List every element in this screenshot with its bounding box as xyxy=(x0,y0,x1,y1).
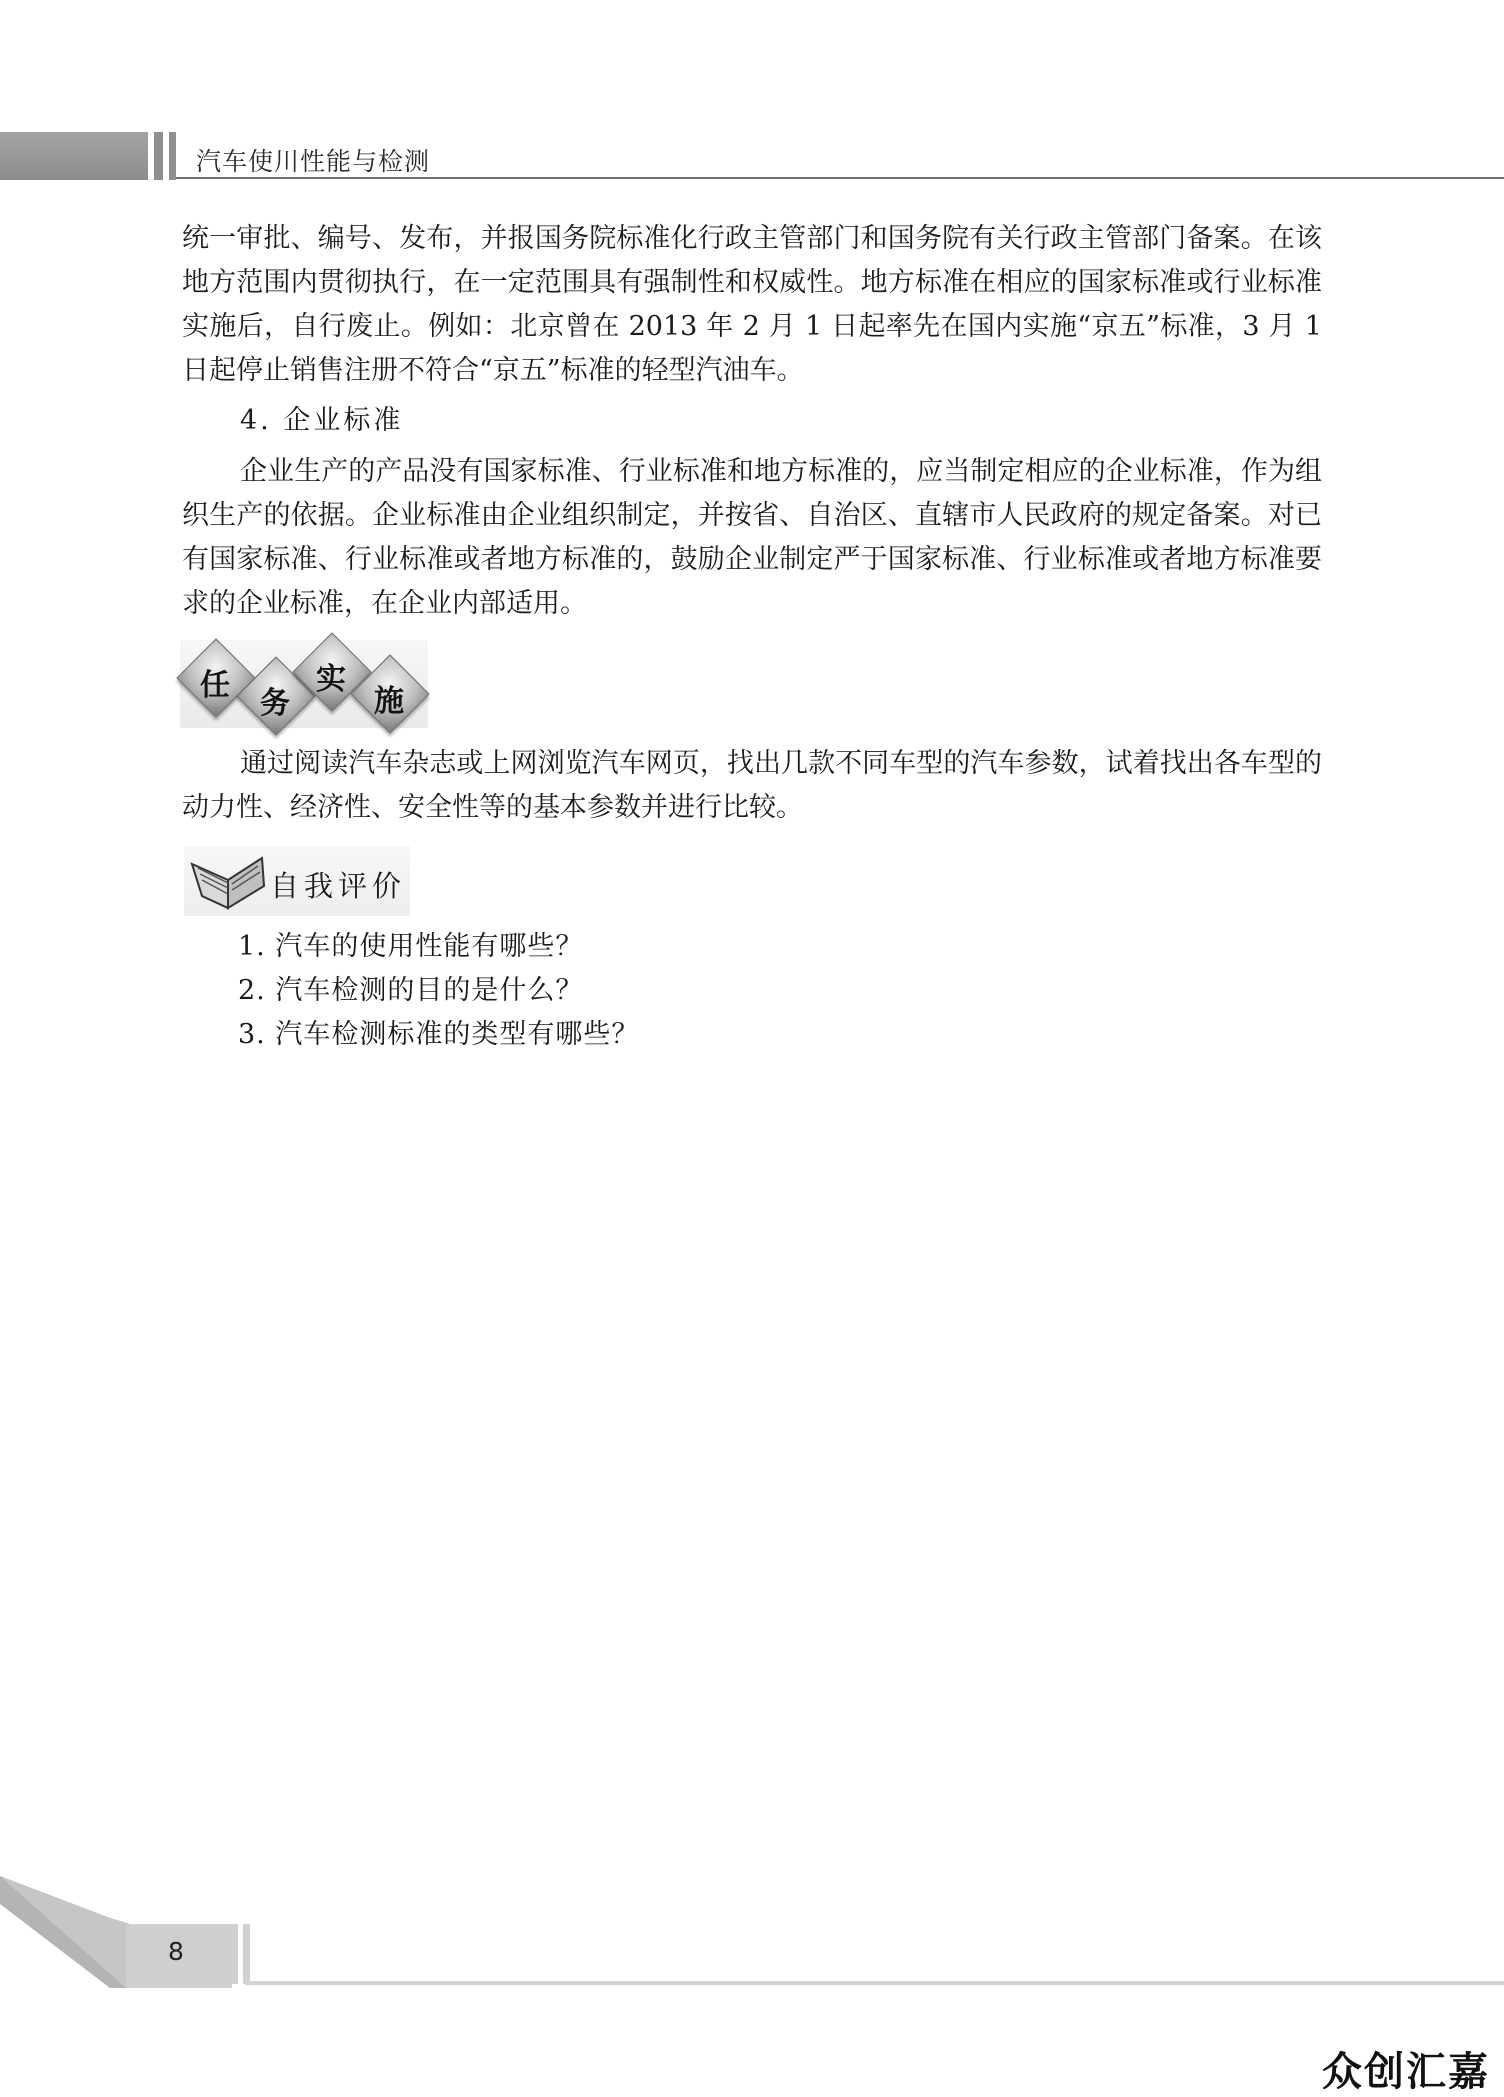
task-description: 通过阅读汽车杂志或上网浏览汽车网页，找出几款不同车型的汽车参数，试着找出各车型的动力性、经济性、安全性等的基本参数并进行比较。 xyxy=(182,748,1322,823)
header-band xyxy=(0,132,148,180)
header-divider-bar xyxy=(169,132,176,180)
page-number: 8 xyxy=(168,1937,184,1966)
footer-rule xyxy=(245,1981,1504,1985)
question-item: 2. 汽车检测的目的是什么？ xyxy=(238,975,584,1006)
question-item: 3. 汽车检测标准的类型有哪些？ xyxy=(238,1019,640,1050)
header-divider-bar xyxy=(154,132,163,180)
running-header-title: 汽车使川性能与检测 xyxy=(196,147,431,176)
footer-tab-shape xyxy=(0,1876,232,1988)
paragraph-enterprise-standard: 企业生产的产品没有国家标准、行业标准和地方标准的，应当制定相应的企业标准，作为组织生产的依据。企业标准由企业组织制定，并按省、自治区、直辖市人民政府的规定备案。对已有国家标准、行业标准或者地方标准的，鼓励企业制定严于国家标准、行业标准或者地方标准要求的企业标准，在企业内部适用。 xyxy=(182,456,1322,619)
watermark-logo: 众创汇嘉 xyxy=(1322,2049,1490,2095)
paragraph-local-standard: 统一审批、编号、发布，并报国务院标准化行政主管部门和国务院有关行政主管部门备案。在该地方范围内贯彻执行，在一定范围具有强制性和权威性。地方标准在相应的国家标准或行业标准实施后，自行废止。例如：北京曾在 2013 年 2 月 1 日起率先在国内实施“京五”标准，3 月 1 日起停止销售注册不符合“京五”标准的轻型汽油车。 xyxy=(182,223,1322,386)
banner-char: 任 xyxy=(200,668,230,703)
open-book-icon xyxy=(188,850,268,912)
task-implementation-banner xyxy=(180,636,430,736)
footer-divider-bar xyxy=(243,1924,250,1984)
banner-char: 施 xyxy=(374,684,404,719)
self-evaluation-title: 自我评价 xyxy=(270,869,407,903)
question-item: 1. 汽车的使用性能有哪些？ xyxy=(238,931,584,962)
banner-char: 实 xyxy=(316,662,346,697)
footer-divider-bar xyxy=(229,1924,238,1984)
header-rule xyxy=(176,177,1504,179)
subheading-enterprise-standard: 4. 企业标准 xyxy=(240,405,404,436)
banner-char: 务 xyxy=(260,686,290,721)
self-evaluation-banner xyxy=(184,846,414,916)
